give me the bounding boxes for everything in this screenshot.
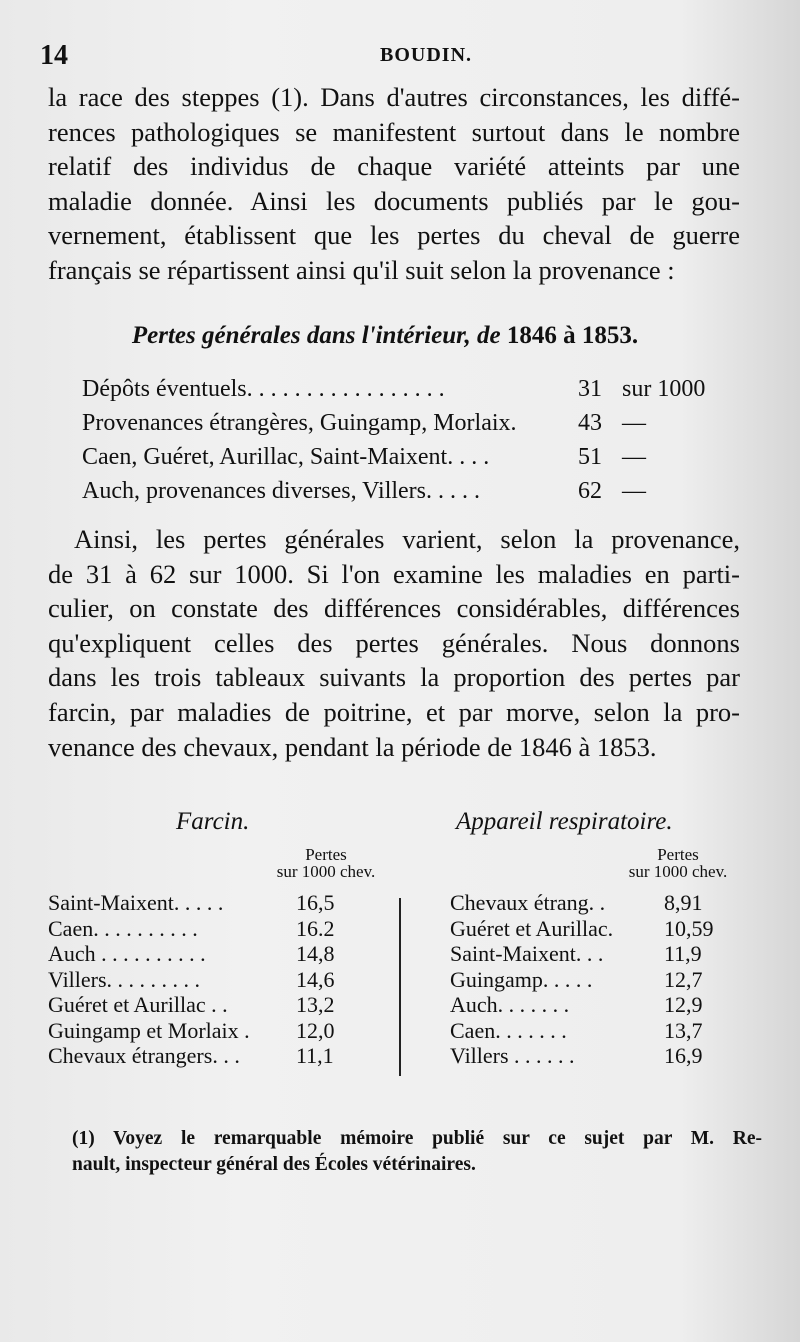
row-label: Villers . . . . . . (450, 1043, 575, 1068)
text-line: la race des steppes (1). Dans d'autres circonstances, les diffé- (48, 82, 740, 112)
footnote-line: nault, inspecteur général des Écoles vétérinaires. (72, 1154, 476, 1175)
column-header-line: sur 1000 chev. (628, 862, 728, 881)
text-line: venance des chevaux, pendant la période de 1846 à 1853. (48, 731, 657, 762)
text-line: relatif des individus de chaque variété atteints par une (48, 151, 740, 182)
text-line: rences pathologiques se manifestent surtout dans le nombre (48, 116, 740, 147)
respiratory-column-header (598, 846, 758, 880)
farcin-table (48, 890, 348, 1069)
footnote-line: (1) Voyez le remarquable mémoire publié sur ce sujet par M. Re- (72, 1128, 762, 1149)
table-row (82, 440, 722, 474)
running-head: BOUDIN. (380, 44, 473, 66)
table-row (82, 372, 722, 406)
row-label: Guéret et Aurillac. (450, 915, 614, 941)
row-label: Saint-Maixent. . . (450, 941, 604, 966)
row-unit: sur 1000 (622, 376, 706, 402)
text-line: français se répartissent ainsi qu'il suit selon la provenance : (48, 254, 675, 285)
row-unit: — (622, 444, 646, 470)
table-row (48, 916, 348, 942)
column-divider (399, 898, 401, 1076)
text-line: qu'expliquent celles des pertes générales. Nous donnons (48, 627, 740, 658)
page-number: 14 (40, 40, 68, 71)
text-line: maladie donnée. Ainsi les documents publiés par le gou- (48, 185, 740, 216)
row-value: 16.2 (296, 915, 335, 941)
text-line: vernement, établissent que les pertes du cheval de guerre (48, 220, 740, 251)
row-value: 10,59 (664, 915, 714, 941)
row-value: 12,0 (296, 1017, 335, 1043)
table-row (450, 890, 770, 916)
text-line: culier, on constate des différences considérables, différences (48, 593, 740, 624)
row-value: 14,8 (296, 941, 335, 966)
table-row (82, 406, 722, 440)
row-value: 12,9 (664, 992, 703, 1017)
row-value: 62 (578, 478, 602, 504)
footnote (72, 1126, 762, 1178)
respiratory-table (450, 890, 770, 1069)
text-line: Ainsi, les pertes générales varient, selon la provenance, (74, 524, 740, 554)
respiratory-table-title: Appareil respiratoire. (456, 808, 673, 835)
row-unit: — (622, 410, 646, 436)
column-header-line: sur 1000 chev. (276, 862, 376, 881)
row-label: Saint-Maixent. . . . . (48, 890, 224, 915)
general-losses-table (82, 372, 722, 508)
table-row (450, 967, 770, 993)
row-label: Chevaux étrangers. . . (48, 1043, 240, 1068)
table-row (450, 1043, 770, 1069)
table-row (450, 992, 770, 1018)
row-label: Provenances étrangères, Guingamp, Morlaix. (82, 410, 517, 436)
table-row (48, 890, 348, 916)
row-value: 51 (578, 444, 602, 470)
paragraph-intro (48, 80, 740, 288)
table-row (450, 1018, 770, 1044)
row-label: Guingamp et Morlaix . (48, 1017, 250, 1043)
table-row (82, 474, 722, 508)
page-header (40, 40, 760, 76)
row-value: 14,6 (296, 966, 335, 992)
row-value: 16,9 (664, 1043, 703, 1068)
row-label: Dépôts éventuels. . . . . . . . . . . . . . . . . (82, 376, 445, 402)
row-label: Caen, Guéret, Aurillac, Saint-Maixent. . . . (82, 444, 490, 470)
text-line: farcin, par maladies de poitrine, et par morve, selon la pro- (48, 696, 740, 727)
text-line: dans les trois tableaux suivants la proportion des pertes par (48, 662, 740, 693)
farcin-table-title: Farcin. (176, 808, 250, 835)
row-value: 43 (578, 410, 602, 436)
row-label: Chevaux étrang. . (450, 890, 606, 915)
row-label: Guéret et Aurillac . . (48, 992, 228, 1017)
row-label: Villers. . . . . . . . . (48, 966, 201, 992)
row-value: 8,91 (664, 890, 703, 915)
row-value: 11,9 (664, 941, 702, 966)
column-header-line: Pertes (305, 845, 347, 864)
row-label: Caen. . . . . . . . . . (48, 915, 198, 941)
text-line: de 31 à 62 sur 1000. Si l'on examine les maladies en parti- (48, 558, 740, 589)
table-row (450, 916, 770, 942)
row-value: 11,1 (296, 1043, 334, 1068)
row-unit: — (622, 478, 646, 504)
table-row (450, 941, 770, 967)
row-value: 13,7 (664, 1017, 703, 1043)
row-value: 12,7 (664, 966, 703, 992)
row-value: 13,2 (296, 992, 335, 1017)
row-value: 31 (578, 376, 602, 402)
paragraph-analysis (48, 522, 740, 764)
row-label: Auch, provenances diverses, Villers. . . . . (82, 478, 481, 504)
table-row (48, 967, 348, 993)
row-value: 16,5 (296, 890, 335, 915)
section-title-years: 1846 à 1853. (506, 322, 639, 349)
row-label: Auch. . . . . . . (450, 992, 570, 1017)
table-row (48, 1043, 348, 1069)
table-row (48, 992, 348, 1018)
table-row (48, 1018, 348, 1044)
table-row (48, 941, 348, 967)
row-label: Caen. . . . . . . (450, 1017, 567, 1043)
row-label: Auch . . . . . . . . . . (48, 941, 206, 966)
farcin-column-header (246, 846, 406, 880)
row-label: Guingamp. . . . . (450, 966, 593, 992)
section-title (0, 322, 770, 350)
column-header-line: Pertes (657, 845, 699, 864)
section-title-text: Pertes générales dans l'intérieur, de (131, 322, 507, 349)
